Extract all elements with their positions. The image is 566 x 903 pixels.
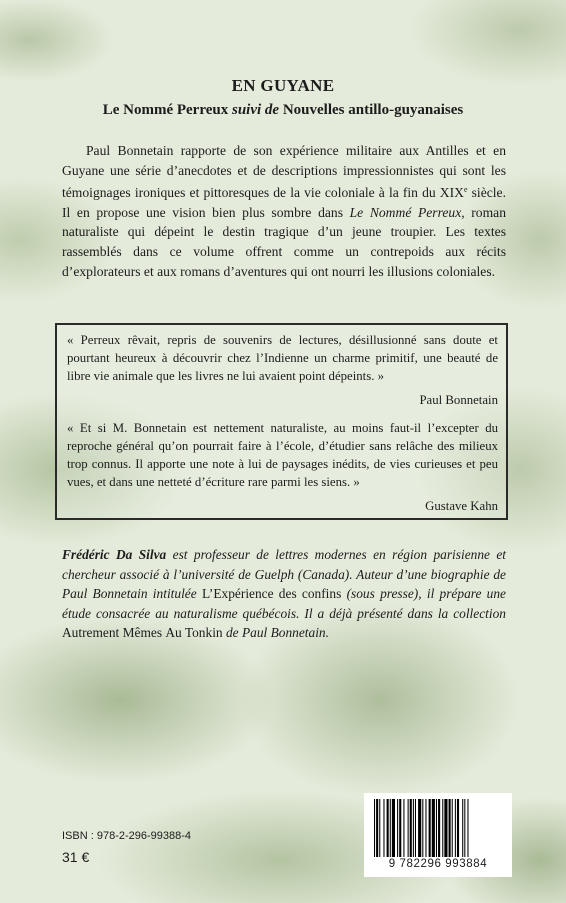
isbn-label: ISBN : 978-2-296-99388-4	[62, 830, 192, 842]
bio-text-2: (sous presse), il prépare une étude consacrée au naturalisme québécois. Il a déjà présenté dans la collection	[62, 586, 506, 621]
quote-author: Paul Bonnetain	[419, 393, 498, 407]
summary-superscript: e	[463, 185, 468, 195]
quote-text: « Perreux rêvait, repris de souvenirs de lectures, désillusionné sans doute et pourtant heureux à découvrir chez l’Indienne un charme primitif, une beauté de libre vie animale que les livres ne lui avaient point dépeints. »	[67, 333, 498, 383]
subtitle-part1: Le Nommé Perreux	[102, 102, 232, 118]
book-title: EN GUYANE	[231, 76, 335, 95]
bio-text-1: est professeur de lettres modernes en région parisienne et chercheur associé à l’université de Guelph (Canada). Auteur d’une biographie de Paul Bonnetain intitulée	[62, 547, 507, 601]
author-name: Frédéric Da Silva	[62, 547, 167, 562]
bio-text-4: de Paul Bonnetain.	[222, 625, 329, 640]
bio-collection: Autrement Mêmes	[62, 625, 163, 640]
subtitle-part2: Nouvelles antillo-guyanaises	[279, 102, 464, 118]
subtitle-italic: suivi de	[231, 102, 280, 118]
book-subtitle	[0, 102, 566, 119]
summary-part3: , roman naturaliste qui dépeint le destin tragique d’un jeune troupier. Les textes rassemblés dans ce volume offrent comme un contrepoids aux récits d’explorateurs et aux romans d’aventures qui ont nourri les illusions coloniales.	[62, 204, 506, 279]
summary-part1: Paul Bonnetain rapporte de son expérience militaire aux Antilles et en Guyane une série d’anecdotes et de descriptions impressionnistes qui sont les témoignages ironiques et pittoresques de la vie coloniale à la fin du XIX	[62, 143, 506, 201]
price-label: 31 €	[62, 849, 90, 865]
author-bio	[62, 545, 506, 643]
quote-author: Gustave Kahn	[425, 499, 498, 513]
barcode-bars	[372, 799, 504, 857]
bio-book-2: Au Tonkin	[165, 625, 223, 640]
bio-book-1: L’Expérience des confins	[201, 586, 342, 601]
barcode	[364, 793, 512, 877]
barcode-number: 9 782296 993884	[388, 858, 488, 870]
quote-text: « Et si M. Bonnetain est nettement naturaliste, au moins faut-il l’excepter du reproche général qu’on pourrait faire à l’école, d’étudier sans relâche des milieux trop connus. Il apporte une note à lui de paysages inédits, de vies curieuses et peu vues, et dans une netteté d’écriture rare parmi les siens. »	[67, 421, 498, 489]
book-summary	[62, 141, 506, 281]
summary-italic-title: Le Nommé Perreux	[349, 204, 462, 220]
summary-part2: siècle. Il en propose une vision bien plus sombre dans	[62, 185, 506, 220]
quotes-box	[55, 323, 508, 520]
